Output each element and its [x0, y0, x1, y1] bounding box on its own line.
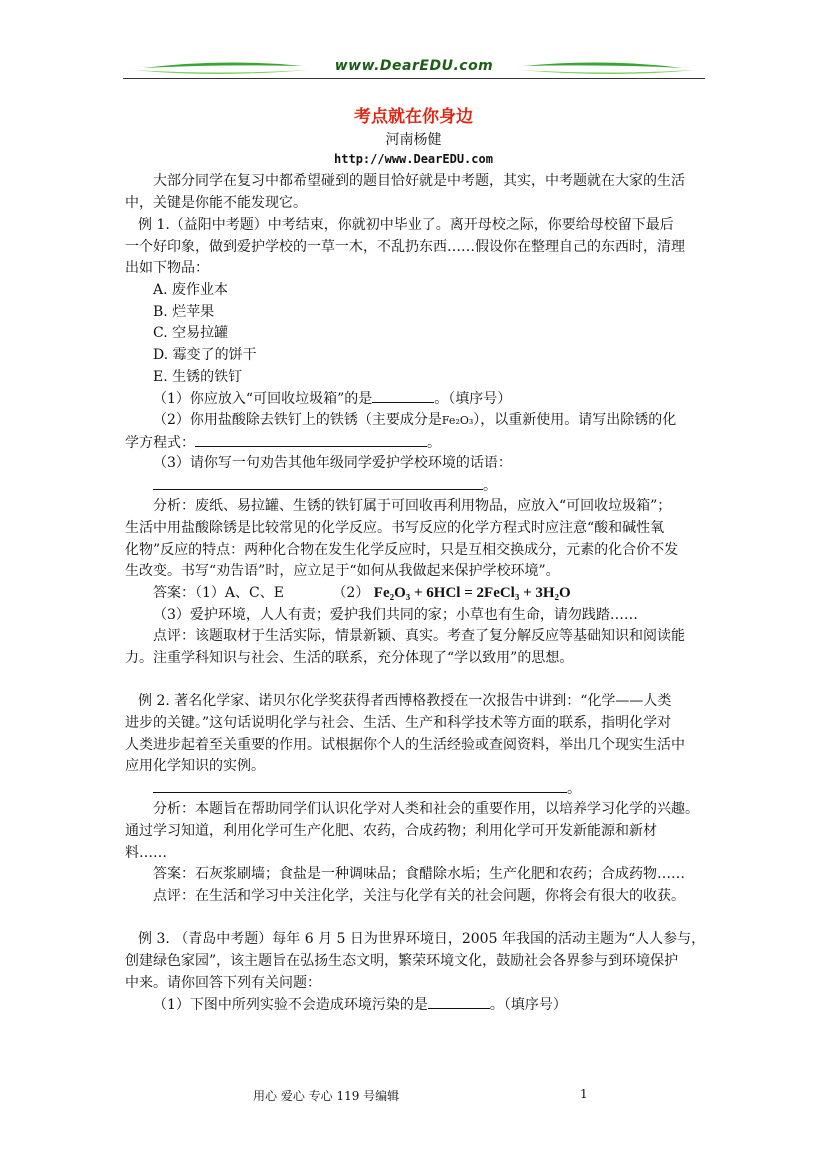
source-url: http://www.DearEDU.com — [334, 152, 493, 166]
ex3-line: 中来。请你回答下列有关问题： — [125, 975, 321, 991]
answer-blank — [372, 389, 434, 403]
ex2-line: 人类进步起着至关重要的作用。试根据你个人的生活经验或查阅资料，举出几个现实生活中 — [125, 737, 685, 753]
ex2-comment: 点评：在生活和学习中关注化学，关注与化学有关的社会问题，你将会有很大的收获。 — [153, 888, 685, 904]
ex2-analysis: 料…… — [125, 845, 167, 861]
answer-blank — [428, 995, 490, 1009]
answer-1: 答案：（1）A、C、E — [153, 585, 284, 601]
ex2-answer: 答案：石灰浆刷墙；食盐是一种调味品；食醋除水垢；生产化肥和农药；合成药物…… — [153, 866, 685, 882]
ex1-analysis: 生活中用盐酸除锈是比较常见的化学反应。书写反应的化学方程式时应注意“酸和碱性氧 — [125, 520, 665, 536]
ex1-question-2 — [153, 411, 705, 430]
ex2-analysis: 通过学习知道，利用化学可生产化肥、农药，合成药物；利用化学可开发新能源和新材 — [125, 823, 657, 839]
intro-line: 大部分同学在复习中都希望碰到的题目恰好就是中考题，其实，中考题就在大家的生活 — [153, 173, 685, 189]
ex2-blank-line — [153, 779, 705, 798]
ex3-line: 例 3. （青岛中考题）每年 6 月 5 日为世界环境日，2005 年我国的活动主题为“人人参与， — [138, 931, 706, 947]
ex2-line: 进步的关键。”这句话说明化学与社会、生活、生产和科学技术等方面的联系，指明化学对 — [125, 715, 672, 731]
answer-2-label: （2） — [332, 585, 370, 601]
q2-text-c: 学方程式： — [125, 435, 195, 451]
page-number: 1 — [580, 1087, 588, 1101]
answer-blank — [195, 433, 427, 447]
ex1-line: 出如下物品： — [125, 260, 209, 276]
ex2-analysis: 分析：本题旨在帮助同学们认识化学对人类和社会的重要作用，以培养学习化学的兴趣。 — [153, 801, 699, 817]
answer-blank — [153, 779, 567, 793]
ex1-analysis: 生改变。书写“劝告语”时，应立足于“如何从我做起来保护学校环境”。 — [125, 563, 560, 579]
ex3-question-1 — [153, 995, 705, 1014]
ex1-question-3-blank — [153, 476, 705, 495]
page-title: 考点就在你身边 — [354, 107, 473, 127]
header-rule — [123, 78, 705, 79]
site-logo-text: www.DearEDU.com — [334, 58, 494, 74]
ex2-blank-suffix: 。 — [567, 781, 581, 797]
ex1-answer — [153, 584, 705, 602]
ex1-question-2-cont — [125, 433, 705, 452]
footer-text: 用心 爱心 专心 119 号编辑 — [253, 1089, 400, 1103]
q2-formula: Fe₂O₃ — [441, 414, 474, 427]
q2-text: （2）你用盐酸除去铁钉上的铁锈（主要成分是 — [153, 412, 442, 428]
ex3-q1-text: （1）下图中所列实验不会造成环境污染的是 — [153, 997, 428, 1013]
ex1-comment: 点评：该题取材于生活实际，情景新颖、真实。考查了复分解反应等基础知识和阅读能 — [153, 628, 685, 644]
ex1-line: 一个好印象，做到爱护学校的一草一木，不乱扔东西……假设你在整理自己的东西时，清理 — [125, 239, 685, 255]
chemical-equation: Fe₂O₃ + 6HCl = 2FeCl₃ + 3H₂O — [373, 585, 571, 601]
ex1-answer-3: （3）爱护环境，人人有责；爱护我们共同的家；小草也有生命，请勿践踏…… — [153, 607, 638, 623]
ex1-option: B. 烂苹果 — [153, 304, 215, 320]
ex1-question-1 — [153, 389, 705, 408]
intro-line: 中，关键是你能不能发现它。 — [125, 195, 307, 211]
answer-blank — [153, 476, 483, 490]
ex1-question-3: （3）请你写一句劝告其他年级同学爱护学校环境的话语： — [153, 455, 512, 471]
q2-suffix: 。 — [427, 435, 441, 451]
q1-text: （1）你应放入“可回收垃圾箱”的是 — [153, 391, 373, 407]
ex1-comment: 力。注重学科知识与社会、生活的联系，充分体现了“学以致用”的思想。 — [125, 650, 574, 666]
ex1-line: 例 1.（益阳中考题）中考结束，你就初中毕业了。离开母校之际，你要给母校留下最后 — [138, 217, 674, 233]
ex1-analysis: 分析：废纸、易拉罐、生锈的铁钉属于可回收再利用物品，应放入“可回收垃圾箱”； — [153, 498, 672, 514]
page-header — [123, 54, 705, 84]
q2-text-b: ），以重新使用。请写出除锈的化 — [473, 412, 677, 428]
q3-suffix: 。 — [483, 478, 497, 494]
ex2-line: 应用化学知识的实例。 — [125, 758, 265, 774]
ex1-option: A. 废作业本 — [153, 282, 229, 298]
ex1-option: D. 霉变了的饼干 — [153, 347, 257, 363]
ex1-option: E. 生锈的铁钉 — [153, 369, 243, 385]
ex1-option: C. 空易拉罐 — [153, 325, 229, 341]
ex1-analysis: 化物”反应的特点：两种化合物在发生化学反应时，只是互相交换成分，元素的化合价不发 — [125, 542, 679, 558]
ex3-line: 创建绿色家园”，该主题旨在弘扬生态文明，繁荣环境文化，鼓励社会各界参与到环境保护 — [125, 953, 679, 969]
ex3-q1-suffix: 。（填序号） — [489, 997, 567, 1013]
q1-suffix: 。（填序号） — [434, 391, 512, 407]
ex2-line: 例 2. 著名化学家、诺贝尔化学奖获得者西博格教授在一次报告中讲到：“化学——人类 — [138, 693, 672, 709]
author: 河南杨健 — [385, 132, 442, 148]
